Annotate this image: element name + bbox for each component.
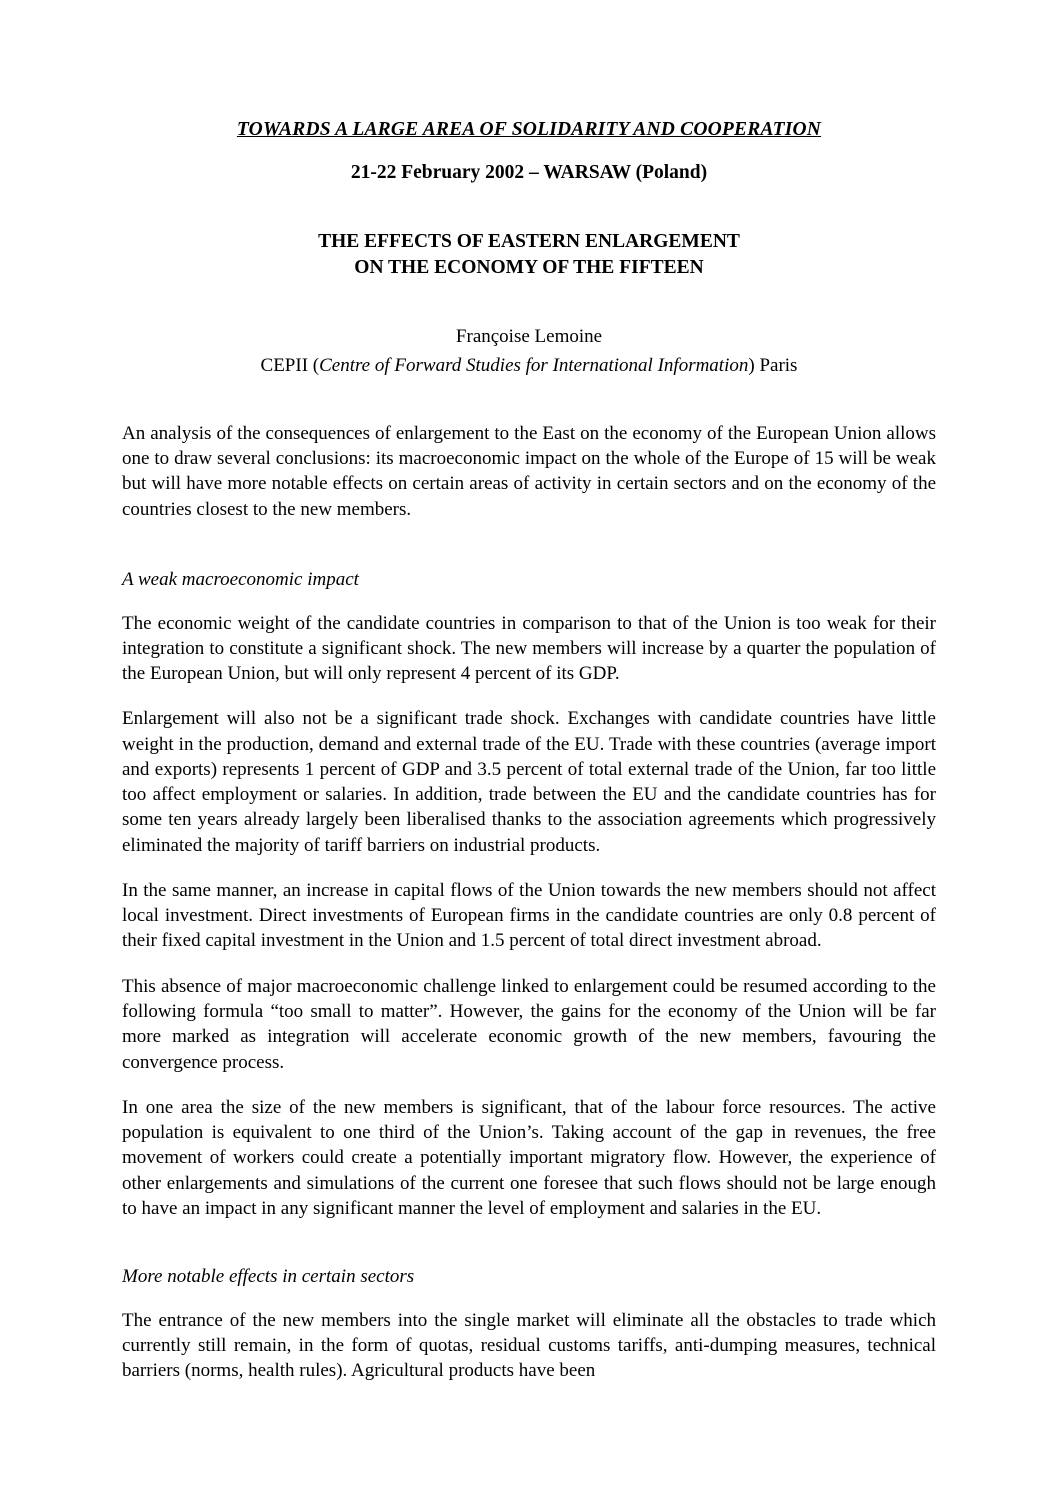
paragraph: The entrance of the new members into the single market will eliminate all the obstacles to trade which currently still remain, in the form of quotas, residual customs tariffs, anti-dumping measures, technical barriers (norms, health rules). Agricultural products have been [122, 1309, 936, 1382]
section-heading-2: More notable effects in certain sectors [122, 1266, 415, 1288]
conference-title: TOWARDS A LARGE AREA OF SOLIDARITY AND COOPERATION [236, 119, 822, 140]
paragraph: In one area the size of the new members is significant, that of the labour force resources. The active population is equivalent to one third of the Union’s. Taking account of the gap in revenues, the free movement of workers could create a potentially important migratory flow. However, the experience of other enlargements and simulations of the current one foresee that such flows should not be large enough to have an impact in any significant manner the level of employment and salaries in the EU. [122, 1096, 936, 1219]
paragraph: Enlargement will also not be a significant trade shock. Exchanges with candidate countries have little weight in the production, demand and external trade of the EU. Trade with these countries (average import and exports) represents 1 percent of GDP and 3.5 percent of total external trade of the Union, far too little too affect employment or salaries. In addition, trade between the EU and the candidate countries has for some ten years already largely been liberalised thanks to the association agreements which progressively eliminated the majority of tariff barriers on industrial products. [122, 708, 936, 856]
page-title-line-2: ON THE ECONOMY OF THE FIFTEEN [354, 257, 704, 279]
affiliation-institution: Centre of Forward Studies for International Information [319, 355, 749, 377]
page-title-line-1: THE EFFECTS OF EASTERN ENLARGEMENT [318, 230, 740, 252]
paragraph: The economic weight of the candidate countries in comparison to that of the Union is too weak for their integration to constitute a significant shock. The new members will increase by a quarter the population of the European Union, but will only represent 4 percent of its GDP. [122, 612, 936, 685]
paragraph: This absence of major macroeconomic challenge linked to enlargement could be resumed according to the following formula “too small to matter”. However, the gains for the economy of the Union will be far more marked as integration will accelerate economic growth of the new members, favouring the convergence process. [122, 975, 936, 1073]
author-name: Françoise Lemoine [455, 326, 603, 348]
author-affiliation [122, 354, 936, 379]
affiliation-prefix: CEPII ( [260, 355, 320, 377]
affiliation-suffix: ) Paris [748, 355, 798, 377]
section-heading-1: A weak macroeconomic impact [122, 568, 359, 590]
abstract-paragraph: An analysis of the consequences of enlargement to the East on the economy of the European Union allows one to draw several conclusions: its macroeconomic impact on the whole of the Europe of 15 will be weak but will have more notable effects on certain areas of activity in certain sectors and on the economy of the countries closest to the new members. [122, 422, 936, 520]
conference-subtitle: 21-22 February 2002 – WARSAW (Poland) [350, 162, 708, 184]
paragraph: In the same manner, an increase in capital flows of the Union towards the new members should not affect local investment. Direct investments of European firms in the candidate countries are only 0.8 percent of their fixed capital investment in the Union and 1.5 percent of total direct investment abroad. [122, 879, 936, 952]
page-title [122, 229, 936, 282]
